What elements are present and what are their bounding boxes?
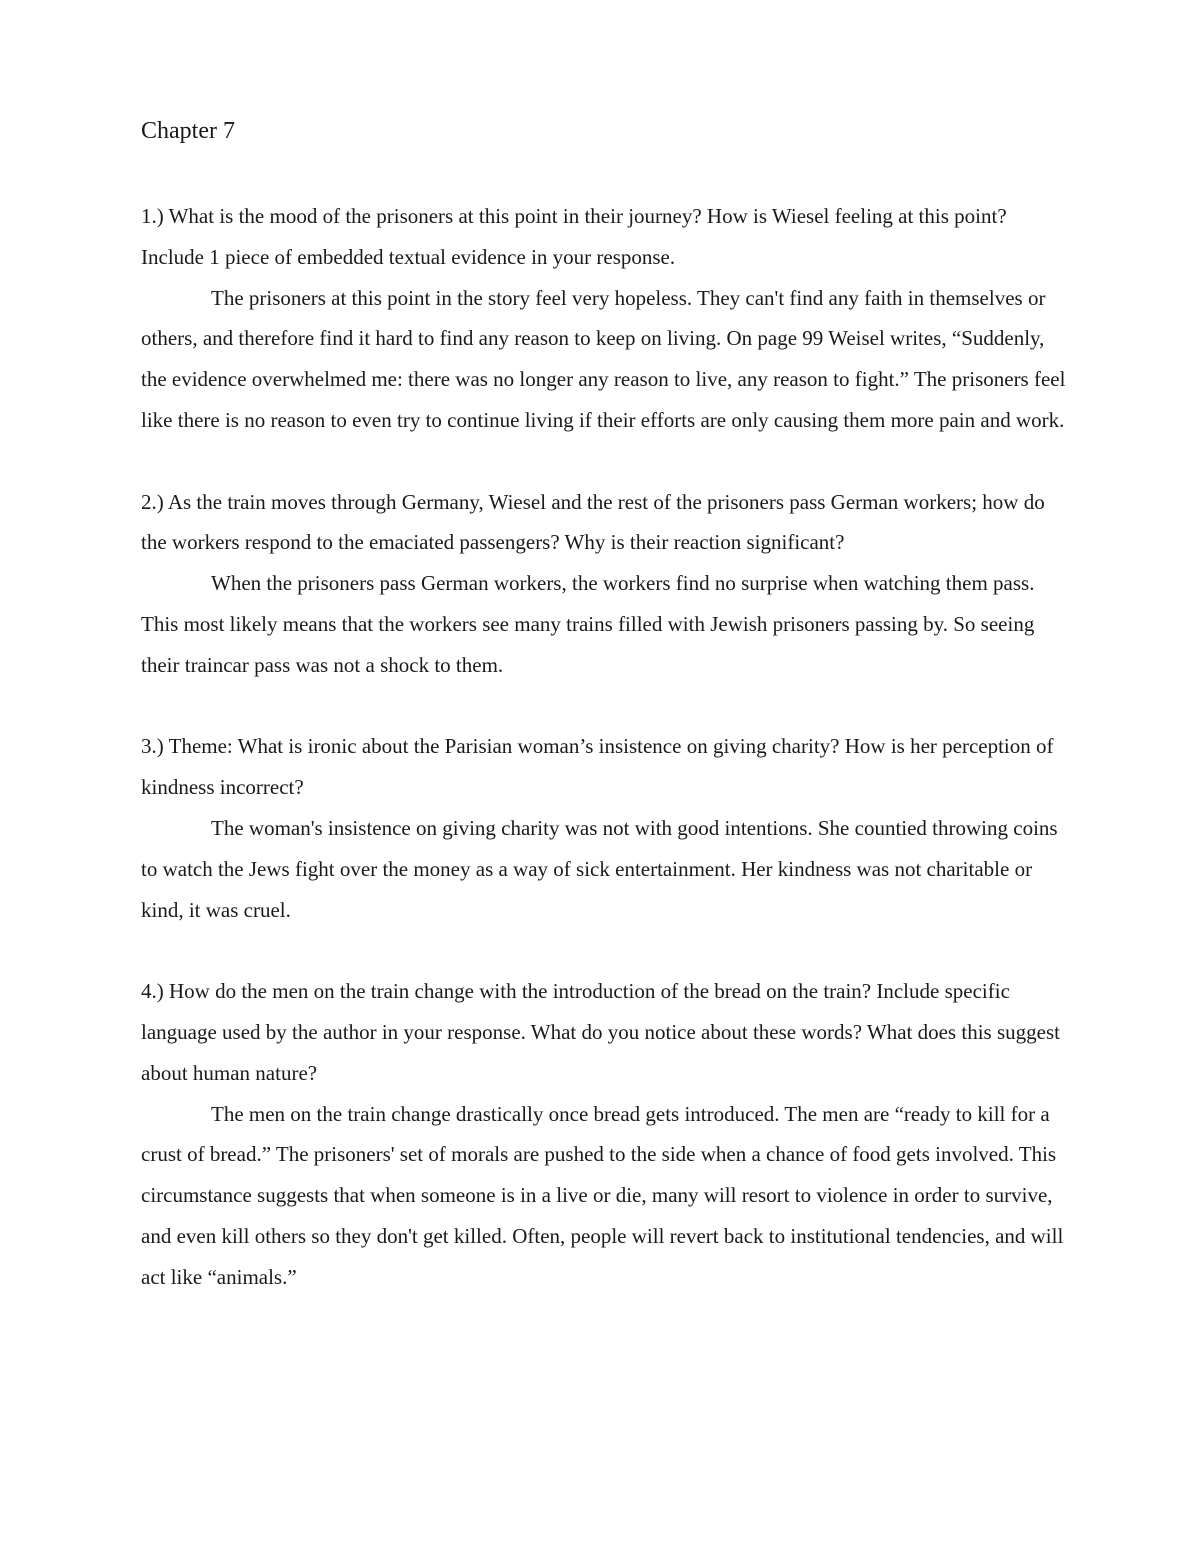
answer-2: When the prisoners pass German workers, the workers find no surprise when watching them pass. This most likely means that the workers see many trains filled with Jewish prisoners passing by. So seeing their traincar pass was not a shock to them. xyxy=(141,571,1035,677)
question-2: 2.) As the train moves through Germany, Wiesel and the rest of the prisoners pass German workers; how do the workers respond to the emaciated passengers? Why is their reaction significant? xyxy=(141,489,1045,555)
qa-item-2 xyxy=(141,482,1071,686)
question-1: 1.) What is the mood of the prisoners at this point in their journey? How is Wiesel feeling at this point? Include 1 piece of embedded textual evidence in your response. xyxy=(141,204,1007,269)
qa-item-4 xyxy=(141,971,1071,1297)
qa-item-1 xyxy=(141,196,1071,441)
answer-4: The men on the train change drastically once bread gets introduced. The men are “ready to kill for a crust of bread.” The prisoners' set of morals are pushed to the side when a chance of food gets involved. This circumstance suggests that when someone is in a live or die, many will resort to violence in order to survive, and even kill others so they don't get killed. Often, people will revert back to institutional tendencies, and will act like “animals.” xyxy=(141,1101,1064,1289)
chapter-title: Chapter 7 xyxy=(141,118,235,144)
question-answer-list xyxy=(141,196,1071,1298)
question-4: 4.) How do the men on the train change with the introduction of the bread on the train? Include specific language used by the author in your response. What do you notice about these words? What does this suggest about human nature? xyxy=(141,979,1060,1085)
answer-3: The woman's insistence on giving charity was not with good intentions. She countied throwing coins to watch the Jews fight over the money as a way of sick entertainment. Her kindness was not charitable or kind, it was cruel. xyxy=(141,815,1058,922)
answer-1: The prisoners at this point in the story feel very hopeless. They can't find any faith in themselves or others, and therefore find it hard to find any reason to keep on living. On page 99 Weisel writes, “Suddenly, the evidence overwhelmed me: there was no longer any reason to live, any reason to fight.” The prisoners feel like there is no reason to even try to continue living if their efforts are only causing them more pain and work. xyxy=(141,285,1066,432)
question-3: 3.) Theme: What is ironic about the Parisian woman’s insistence on giving charity? How is her perception of kindness incorrect? xyxy=(141,734,1054,800)
qa-item-3 xyxy=(141,726,1071,930)
